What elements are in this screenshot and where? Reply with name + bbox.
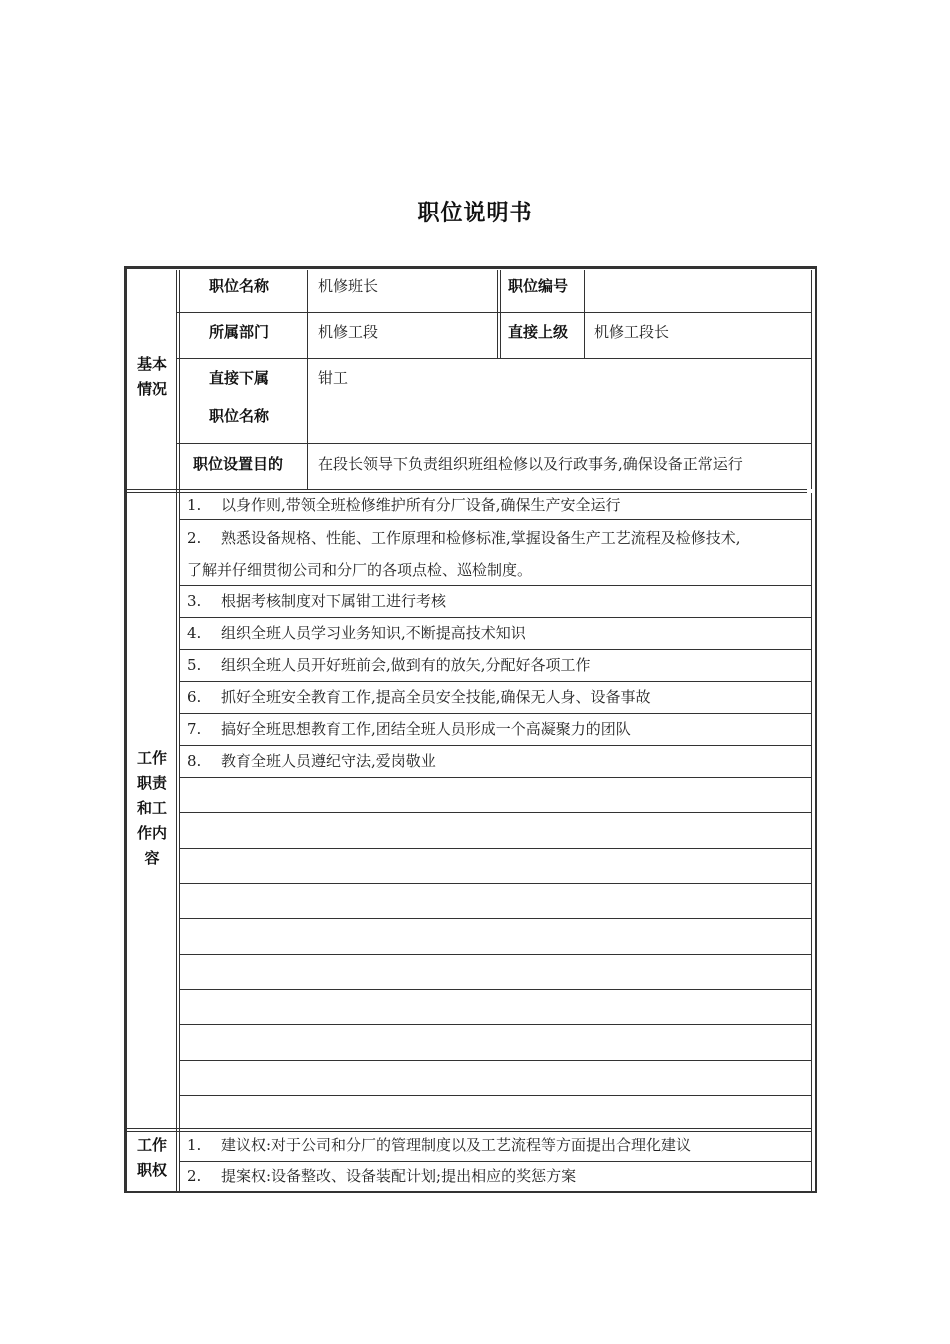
document-title: 职位说明书 — [417, 201, 533, 226]
subordinate-value: 钳工 — [318, 369, 349, 387]
section-label-line: 容 — [144, 849, 160, 867]
row-line — [177, 443, 812, 444]
row-line — [180, 585, 812, 586]
duty-item-num: 3. — [187, 592, 202, 610]
section-label-authority — [131, 1133, 173, 1183]
row-line — [180, 1024, 812, 1025]
row-line — [180, 1060, 812, 1061]
duty-item-num: 8. — [187, 752, 202, 770]
duty-item-text: 搞好全班思想教育工作,团结全班人员形成一个高凝聚力的团队 — [221, 720, 631, 738]
authority-item-num: 1. — [187, 1136, 202, 1154]
row-line — [180, 989, 812, 990]
duty-item — [187, 528, 741, 548]
row-line — [180, 883, 812, 884]
col-line — [497, 270, 498, 358]
section-line — [127, 492, 807, 493]
section-line — [127, 1131, 812, 1132]
row-line — [180, 1095, 812, 1096]
duty-item-num: 5. — [187, 656, 202, 674]
duty-item-text: 根据考核制度对下属钳工进行考核 — [221, 592, 447, 610]
section-label-basic — [131, 352, 173, 402]
subordinate-label — [209, 368, 269, 426]
row-line — [180, 777, 812, 778]
row-line — [177, 312, 812, 313]
duty-item-text: 教育全班人员遵纪守法,爱岗敬业 — [221, 752, 436, 770]
col-line — [307, 270, 308, 489]
duty-item-num: 7. — [187, 720, 202, 738]
section-label-line: 工作 — [136, 749, 167, 767]
section-label-line: 职权 — [136, 1161, 167, 1179]
row-line — [180, 519, 812, 520]
section-label-duties — [131, 746, 173, 871]
section-label-line: 情况 — [136, 380, 167, 398]
duty-item — [187, 495, 621, 515]
section-divider-inner — [179, 270, 180, 1192]
col-line — [811, 493, 812, 1192]
row-line — [180, 812, 812, 813]
row-line — [180, 954, 812, 955]
duty-item — [187, 655, 591, 675]
position-code-label: 职位编号 — [508, 277, 569, 295]
duty-item-text: 组织全班人员开好班前会,做到有的放矢,分配好各项工作 — [221, 656, 591, 674]
duty-item-text: 熟悉设备规格、性能、工作原理和检修标准,掌握设备生产工艺流程及检修技术, — [221, 529, 741, 547]
duty-item-num: 2. — [187, 529, 202, 547]
duty-item-num: 4. — [187, 624, 202, 642]
subordinate-label-line: 职位名称 — [209, 407, 270, 425]
section-label-line: 职责 — [136, 774, 167, 792]
row-line — [180, 649, 812, 650]
row-line — [180, 918, 812, 919]
duty-item-num: 6. — [187, 688, 202, 706]
duty-item — [187, 591, 446, 611]
authority-item-text: 建议权:对于公司和分厂的管理制度以及工艺流程等方面提出合理化建议 — [221, 1136, 692, 1154]
duty-item-text: 组织全班人员学习业务知识,不断提高技术知识 — [221, 624, 526, 642]
row-line — [180, 713, 812, 714]
section-label-line: 作内 — [136, 824, 167, 842]
row-line — [180, 848, 812, 849]
purpose-label: 职位设置目的 — [193, 455, 284, 473]
row-line — [180, 617, 812, 618]
col-line — [500, 270, 501, 358]
duty-item — [187, 719, 631, 739]
position-name-label: 职位名称 — [209, 277, 270, 295]
duty-item — [187, 687, 651, 707]
row-line — [180, 1161, 812, 1162]
duty-item — [187, 623, 526, 643]
col-line — [584, 270, 585, 358]
superior-label: 直接上级 — [508, 323, 569, 341]
section-label-line: 和工 — [136, 799, 167, 817]
section-divider — [176, 270, 177, 1192]
section-line — [127, 489, 807, 490]
position-name-value: 机修班长 — [318, 277, 379, 295]
col-line — [811, 270, 812, 489]
row-line — [177, 358, 812, 359]
authority-item-num: 2. — [187, 1167, 202, 1185]
row-line — [180, 745, 812, 746]
authority-item — [187, 1135, 691, 1155]
duty-item — [187, 751, 436, 771]
duty-item-text: 抓好全班安全教育工作,提高全员安全技能,确保无人身、设备事故 — [221, 688, 651, 706]
subordinate-label-line: 直接下属 — [209, 369, 270, 387]
department-value: 机修工段 — [318, 323, 379, 341]
duty-item-text: 以身作则,带领全班检修维护所有分厂设备,确保生产安全运行 — [221, 496, 621, 514]
section-line — [127, 1128, 812, 1129]
row-line — [180, 681, 812, 682]
purpose-value: 在段长领导下负责组织班组检修以及行政事务,确保设备正常运行 — [318, 455, 743, 473]
duty-item-num: 1. — [187, 496, 202, 514]
duty-item-continuation: 了解并仔细贯彻公司和分厂的各项点检、巡检制度。 — [187, 561, 533, 579]
authority-item-text: 提案权:设备整改、设备装配计划;提出相应的奖惩方案 — [221, 1167, 577, 1185]
superior-value: 机修工段长 — [594, 323, 670, 341]
section-label-line: 工作 — [136, 1136, 167, 1154]
department-label: 所属部门 — [209, 323, 270, 341]
authority-item — [187, 1166, 576, 1186]
section-label-line: 基本 — [136, 355, 167, 373]
